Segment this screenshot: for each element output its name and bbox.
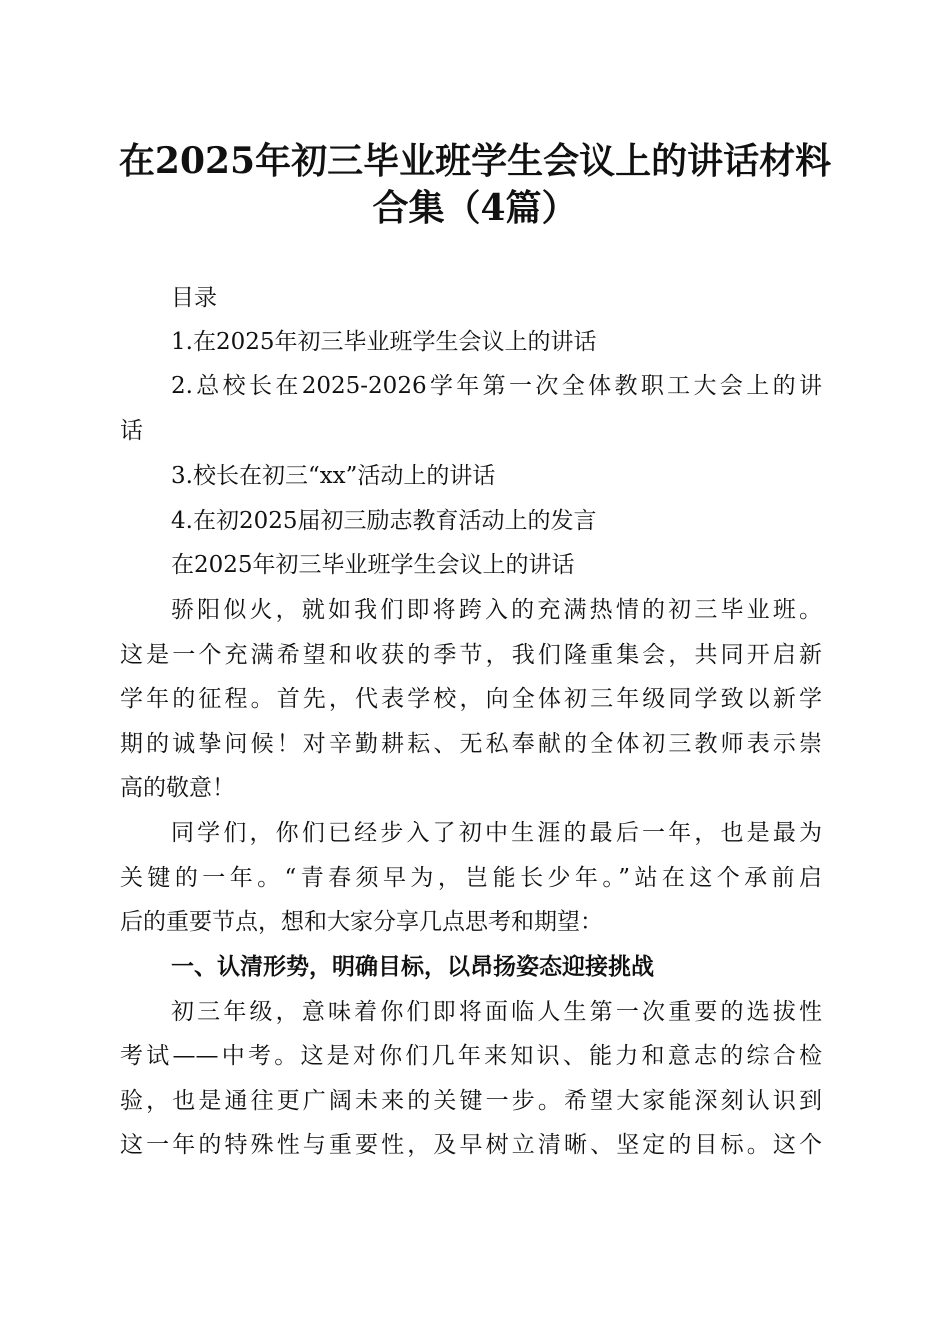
toc-heading: 目录: [171, 285, 217, 311]
paragraph-1-line-3: 学年的征程。首先，代表学校，向全体初三年级同学致以新学: [120, 686, 822, 712]
paragraph-1-line-2: 这是一个充满希望和收获的季节，我们隆重集会，共同开启新: [120, 642, 822, 668]
toc-item-3: 3.校长在初三“xx”活动上的讲话: [171, 463, 496, 489]
heading-1: 一、认清形势，明确目标，以昂扬姿态迎接挑战: [171, 954, 654, 980]
paragraph-3-line-3: 验，也是通往更广阔未来的关键一步。希望大家能深刻认识到: [120, 1088, 822, 1114]
document-title-line-1: 在2025年初三毕业班学生会议上的讲话材料: [118, 140, 832, 182]
paragraph-3-line-1: 初三年级，意味着你们即将面临人生第一次重要的选拔性: [171, 999, 822, 1025]
paragraph-1-line-5: 高的敬意！: [120, 775, 235, 801]
paragraph-2-line-1: 同学们，你们已经步入了初中生涯的最后一年，也是最为: [171, 820, 822, 846]
toc-item-2-line-2: 话: [120, 418, 143, 444]
paragraph-3-line-2: 考试——中考。这是对你们几年来知识、能力和意志的综合检: [120, 1043, 822, 1069]
section-title: 在2025年初三毕业班学生会议上的讲话: [171, 552, 575, 578]
toc-item-2-line-1: 2.总校长在2025-2026学年第一次全体教职工大会上的讲: [171, 373, 822, 399]
paragraph-1-line-4: 期的诚挚问候！对辛勤耕耘、无私奉献的全体初三教师表示崇: [120, 731, 822, 757]
document-title-line-2: 合集（4篇）: [372, 187, 578, 229]
paragraph-2-line-3: 后的重要节点，想和大家分享几点思考和期望：: [120, 909, 603, 935]
paragraph-2-line-2: 关键的一年。“青春须早为，岂能长少年。”站在这个承前启: [120, 865, 822, 891]
toc-item-4: 4.在初2025届初三励志教育活动上的发言: [171, 508, 597, 534]
paragraph-3-line-4: 这一年的特殊性与重要性，及早树立清晰、坚定的目标。这个: [120, 1132, 822, 1158]
paragraph-1-line-1: 骄阳似火，就如我们即将跨入的充满热情的初三毕业班。: [171, 597, 822, 623]
toc-item-1: 1.在2025年初三毕业班学生会议上的讲话: [171, 329, 597, 355]
